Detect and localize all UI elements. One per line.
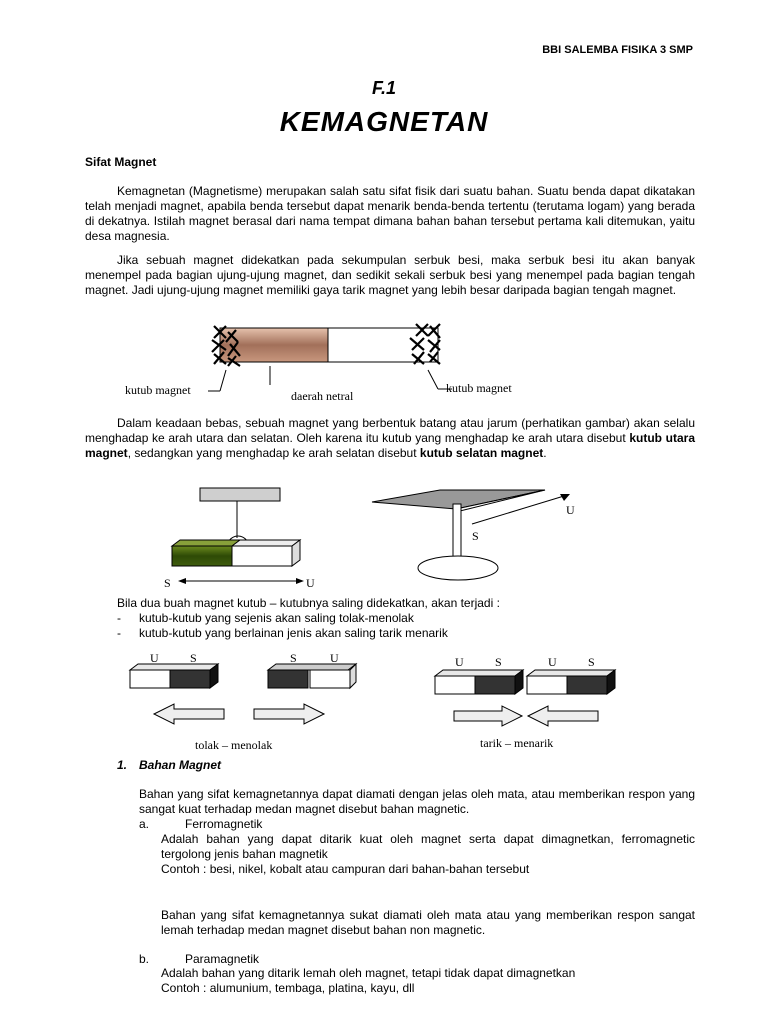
magnet-pair-b <box>268 664 356 688</box>
paragraph-1-text: Kemagnetan (Magnetisme) merupakan salah satu sifat fisik dari suatu bahan. Suatu benda dapat dikatakan telah menjadi magnet, apabila benda tersebut dapat menarik benda-benda tertentu (terutama logam) yang berada di dekatnya. Istilah magnet berasal dari nama tempat dimana bahan bahan tersebut pertama kali ditemukan, yaitu desa magnesia. <box>85 184 695 243</box>
magnet-pair-c <box>435 670 523 694</box>
bullet-dash-1: - <box>117 611 121 625</box>
magnet-pair-a <box>130 664 218 688</box>
right-pole-pointer <box>428 370 438 389</box>
paragraph-3-part1: Dalam keadaan bebas, sebuah magnet yang berbentuk batang atau jarum (perhatikan gambar) akan selalu menghadap ke arah utara dan selatan. Oleh karena itu kutub yang menghadap ke arah utara disebut <box>85 416 695 445</box>
compass-stand-pole <box>453 504 461 562</box>
header-text: BBI SALEMBA FISIKA 3 SMP <box>542 44 693 56</box>
label-daerah-netral: daerah netral <box>291 389 354 403</box>
paragraph-3-part2: , sedangkan yang menghadap ke arah selatan disebut <box>127 446 420 460</box>
term-kutub-selatan: kutub selatan magnet <box>419 446 544 460</box>
pole-rule-2 <box>117 625 448 641</box>
paragraph-3 <box>85 416 695 461</box>
compass-base <box>418 556 498 580</box>
ferromagnetik-desc: Adalah bahan yang dapat ditarik kuat oleh magnet serta dapat dimagnetkan, ferromagnetic tergolong jenis bahan magnetik <box>161 832 695 861</box>
term-kutub-utara: kutub utara magnet <box>85 431 695 460</box>
arrow-right-repel <box>254 704 324 724</box>
subitem-a-letter: a. <box>139 817 150 831</box>
arrow-left-repel <box>154 704 224 724</box>
label-u-left: U <box>306 576 315 590</box>
repel-attract-figure <box>120 648 630 756</box>
paramagnetik-example: Contoh : alumunium, tembaga, platina, kayu, dll <box>161 981 415 995</box>
magnet-white-half <box>232 546 292 566</box>
label-d-s: S <box>588 655 595 669</box>
label-b-s: S <box>290 651 297 665</box>
paragraph-2 <box>85 253 695 298</box>
subitem-a <box>139 816 262 832</box>
pole-rule-1-text: kutub-kutub yang sejenis akan saling tolak-menolak <box>139 611 414 625</box>
ferromagnetik-example: Contoh : besi, nikel, kobalt atau campuran dari bahan-bahan tersebut <box>161 862 530 876</box>
pole-rule-1 <box>117 610 414 626</box>
bahan-paragraph-1: Bahan yang sifat kemagnetannya dapat diamati dengan jelas oleh mata, atau memberikan respon yang sangat kuat terhadap medan magnet disebut bahan magnetic. <box>139 787 695 816</box>
paragraph-1 <box>85 184 695 244</box>
paragraph-3-part3: . <box>543 446 547 460</box>
label-c-u: U <box>455 655 464 669</box>
item-1-number: 1. <box>117 758 128 772</box>
arrow-right-attract <box>454 706 522 726</box>
label-a-s: S <box>190 651 197 665</box>
magnet-direction-figure <box>150 484 620 594</box>
magnet-pair-d <box>527 670 615 694</box>
heading-sifat-magnet: Sifat Magnet <box>85 155 157 169</box>
hanger-bar <box>200 488 280 501</box>
label-c-s: S <box>495 655 502 669</box>
pole-rule-2-text: kutub-kutub yang berlainan jenis akan saling tarik menarik <box>139 626 448 640</box>
magnet-white-half <box>328 328 438 362</box>
label-kutub-magnet-left: kutub magnet <box>125 383 191 397</box>
section-number: F.1 <box>371 78 396 98</box>
caption-tolak-menolak: tolak – menolak <box>195 738 273 752</box>
item-1 <box>117 758 221 772</box>
paramagnetik-desc: Adalah bahan yang ditarik lemah oleh magnet, tetapi tidak dapat dimagnetkan <box>161 966 576 980</box>
subitem-b <box>139 951 259 967</box>
label-kutub-magnet-right: kutub magnet <box>446 381 512 395</box>
subitem-a-title: Ferromagnetik <box>185 817 263 831</box>
caption-tarik-menarik: tarik – menarik <box>480 736 554 750</box>
bullet-dash-2: - <box>117 626 121 640</box>
magnet-green-half <box>172 546 232 566</box>
heading-bahan-magnet: Bahan Magnet <box>139 758 222 772</box>
subitem-b-letter: b. <box>139 952 150 966</box>
paragraph-2-text: Jika sebuah magnet didekatkan pada sekumpulan serbuk besi, maka serbuk besi itu akan banyak menempel pada bagian ujung-ujung magnet, dan sedikit sekali serbuk besi yang menempel pada bagian tengah magnet. Jadi ujung-ujung magnet memiliki gaya tarik magnet yang lebih besar daripada bagian tengah magnet. <box>85 253 695 297</box>
label-s-left: S <box>164 576 171 590</box>
label-b-u: U <box>330 651 339 665</box>
label-s-right: S <box>472 529 479 543</box>
magnet-filings-figure <box>110 318 550 408</box>
subitem-b-title: Paramagnetik <box>185 952 260 966</box>
page-title: KEMAGNETAN <box>279 106 489 137</box>
label-u-right: U <box>566 503 575 517</box>
poles-intro: Bila dua buah magnet kutub – kutubnya saling didekatkan, akan terjadi : <box>117 596 500 610</box>
arrow-left-attract <box>528 706 598 726</box>
label-a-u: U <box>150 651 159 665</box>
label-d-u: U <box>548 655 557 669</box>
bahan-paragraph-2: Bahan yang sifat kemagnetannya sukat diamati oleh mata atau yang memberikan respon sangat lemah terhadap medan magnet disebut bahan non magnetic. <box>161 908 695 937</box>
